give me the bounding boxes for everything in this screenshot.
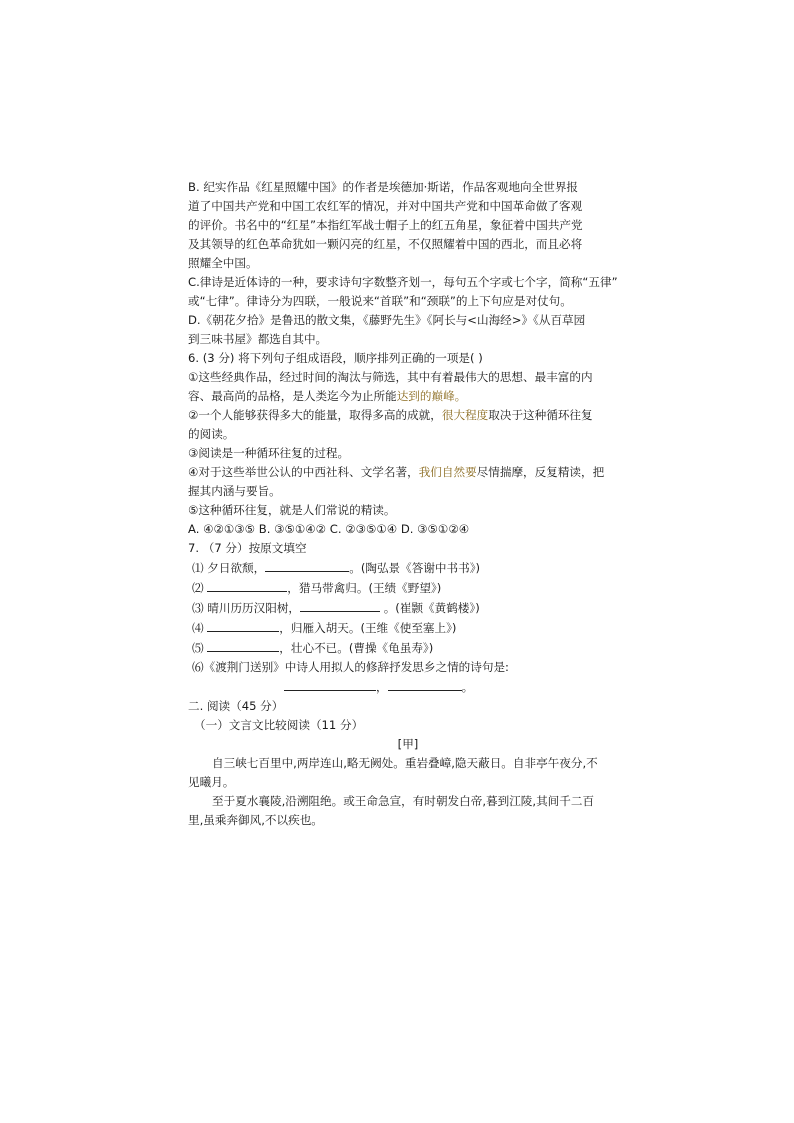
q6-sentence-3: ③阅读是一种循环往复的过程。 [188, 446, 350, 460]
q7-item-3-blank[interactable] [300, 598, 380, 612]
q5-option-b-line-5: 照耀全中国。 [188, 256, 258, 270]
q6-s2a-post: 取决于这种循环往复 [488, 408, 593, 422]
q7-item-2-post: ，猎马带禽归。(王绩《野望》) [287, 581, 442, 595]
q6-sentence-1-b [188, 387, 608, 406]
q6-stem: 6. (3 分) 将下列句子组成语段，顺序排列正确的一项是( ) [188, 351, 483, 365]
q7-item-2 [188, 578, 608, 598]
q7-item-5-post: ，壮心不已。(曹操《龟虽寿》) [279, 641, 434, 655]
q6-sentence-1-a: ①这些经典作品，经过时间的淘汰与筛选，其中有着最伟大的思想、最丰富的内 [188, 370, 593, 384]
q7-item-1-post: 。(陶弘景《答谢中书书》) [349, 561, 481, 575]
q7-item-6-separator: ， [376, 680, 388, 694]
q7-item-6-blank-2[interactable] [388, 677, 462, 691]
q7-item-6-answer-row [188, 677, 608, 697]
passage-label-jia: [甲] [397, 737, 419, 751]
q7-item-5-blank[interactable] [207, 638, 279, 652]
q7-item-1 [188, 558, 608, 578]
q7-item-3-post: 。(崔颢《黄鹤楼》) [380, 601, 480, 615]
q7-item-1-pre: ⑴ 夕日欲颓， [192, 561, 266, 575]
q6-s1b-highlight: 达到的巅峰。 [396, 389, 467, 403]
q6-s4a-highlight: 我们自然要 [418, 465, 477, 479]
q7-item-4-post: ，归雁入胡天。(王维《使至塞上》) [279, 621, 457, 635]
passage-paragraph-1: 自三峡七百里中,两岸连山,略无阙处。重岩叠嶂,隐天蔽日。自非亭午夜分,不见曦月。 [188, 756, 598, 789]
q5-option-b-line-3: 的评价。书名中的“红星”本指红军战士帽子上的红五角星，象征着中国共产党 [188, 218, 583, 232]
q5-option-c-line-2: 或“七律”。律诗分为四联，一般说来“首联”和“颈联”的上下句应是对仗句。 [188, 294, 572, 308]
q6-options: A. ④②①③⑤ B. ③⑤①④② C. ②③⑤①④ D. ③⑤①②④ [188, 522, 470, 536]
q5-option-b-line-4: 及其领导的红色革命犹如一颗闪亮的红星，不仅照耀着中国的西北，而且必将 [188, 237, 583, 251]
q7-item-4-blank[interactable] [207, 618, 279, 632]
q7-item-2-pre: ⑵ [192, 581, 208, 595]
q7-item-6-end: 。 [461, 680, 474, 694]
q6-sentence-4-a [188, 463, 608, 482]
exam-content [188, 178, 618, 830]
q7-item-4-pre: ⑷ [192, 621, 208, 635]
q5-option-d-line-2: 到三味书屋》都选自其中。 [188, 332, 328, 346]
passage-paragraph-2: 至于夏水襄陵,沿溯阻绝。或王命急宣，有时朝发白帝,暮到江陵,其间千二百里,虽乘奔御风,不以疾也。 [188, 794, 595, 827]
section-2-subtitle: （一）文言文比较阅读（11 分） [194, 718, 364, 732]
q7-item-5-pre: ⑸ [192, 641, 208, 655]
q6-s4a-post: 尽情揣摩，反复精读，把 [476, 465, 605, 479]
q6-s4a-pre: ④对于这些举世公认的中西社科、文学名著， [188, 465, 419, 479]
q7-stem: 7. （7 分）按原文填空 [188, 541, 307, 555]
q5-option-b-line-1: B. 纪实作品《红星照耀中国》的作者是埃德加·斯诺，作品客观地向全世界报 [188, 180, 579, 194]
q7-item-3 [188, 598, 608, 618]
q6-sentence-2-b: 的阅读。 [188, 427, 235, 441]
q5-option-d-line-1: D.《朝花夕拾》是鲁迅的散文集，《藤野先生》《阿长与<山海经>》《从百草园 [188, 313, 586, 327]
q6-s2a-pre: ②一个人能够获得多大的能量，取得多高的成就， [188, 408, 442, 422]
q7-item-2-blank[interactable] [207, 578, 287, 592]
q6-s1b-text: 容、最高尚的品格，是人类迄今为止所能 [188, 389, 397, 403]
q6-s2a-highlight: 很大程度 [441, 408, 489, 422]
q7-item-1-blank[interactable] [265, 558, 349, 572]
q7-item-4 [188, 618, 608, 638]
q7-item-6: ⑹《渡荆门送别》中诗人用拟人的修辞抒发思乡之情的诗句是: [192, 660, 509, 674]
section-2-title: 二. 阅读（45 分） [188, 699, 284, 713]
q5-option-c-line-1: C.律诗是近体诗的一种，要求诗句字数整齐划一，每句五个字或七个字，简称“五律” [188, 275, 618, 289]
q6-sentence-4-b: 握其内涵与要旨。 [188, 484, 281, 498]
q5-option-b-line-2: 道了中国共产党和中国工农红军的情况，并对中国共产党和中国革命做了客观 [188, 199, 583, 213]
q6-sentence-5: ⑤这种循环往复，就是人们常说的精读。 [188, 503, 396, 517]
q7-item-3-pre: ⑶ 晴川历历汉阳树， [192, 601, 301, 615]
q7-item-5 [188, 638, 608, 658]
q6-sentence-2-a [188, 406, 608, 425]
q7-item-6-blank-1[interactable] [284, 677, 376, 691]
